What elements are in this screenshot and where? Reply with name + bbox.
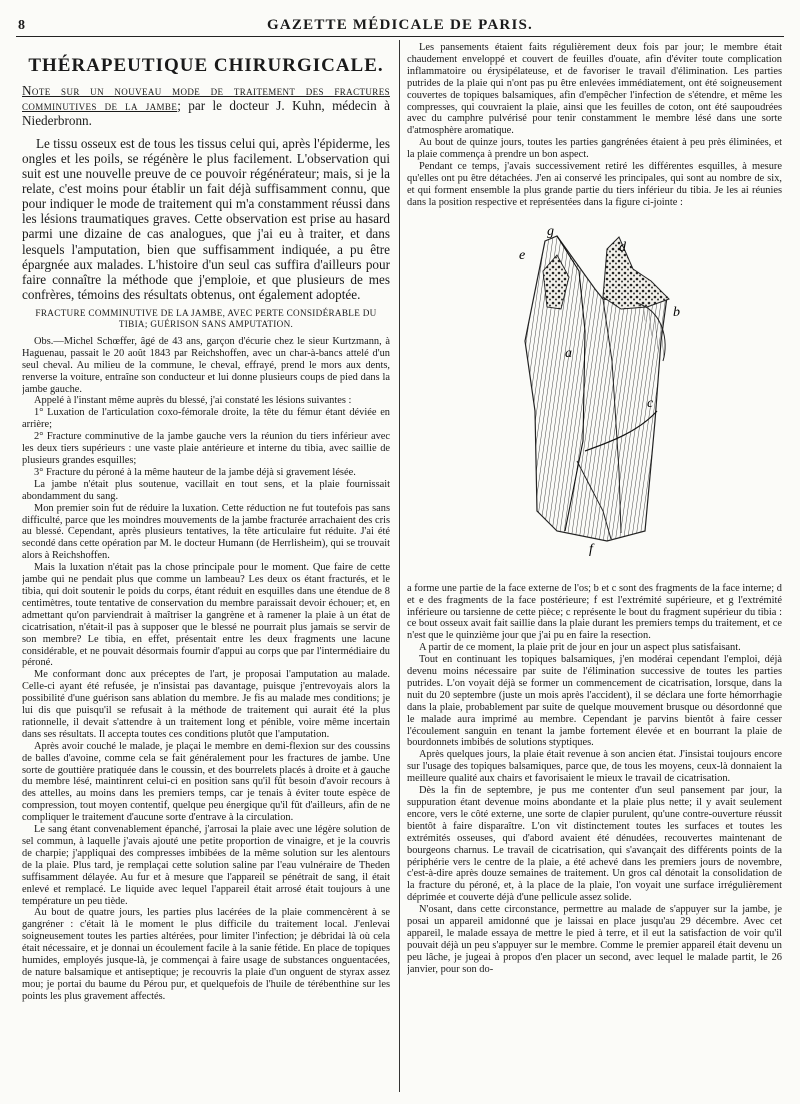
paragraph: Tout en continuant les topiques balsamiques, j'en modérai cependant l'emploi, déjà devenu moins nécessaire par suite de l'élimination successive de toutes les parties putrides. L'on voyait déjà se former un commencement de cicatrisation, lorsque, dans la nuit du 20 septembre (juste un mois après l'accident), il se déclara une forte hémorrhagie dans la plaie, probablement par suite de quelque mouvement brusque ou désordonné que le malade aura imprimé au membre. Cependant je parvins bientôt à faire cesser l'écoulement sanguin en tenant la jambe fortement élevée et en bourrant la plaie de bourdonnets imbibés de solutions styptiques. <box>407 654 782 749</box>
note-title-author: ; par le docteur J. Kuhn, médecin à Niederbronn. <box>22 97 390 128</box>
left-column <box>22 42 390 1092</box>
spongy-bone <box>603 237 669 309</box>
paragraph: A partir de ce moment, la plaie prit de jour en jour un aspect plus satisfaisant. <box>419 642 741 654</box>
bone-fragments-figure <box>407 211 782 579</box>
right-body-top <box>407 42 782 209</box>
paragraph: Mais la luxation n'était pas la chose principale pour le moment. Que faire de cette jambe qui ne pendait plus que comme un lambeau? Les deux os étant fracturés, et le tibia, qui doit soutenir le poids du corps, étant réduit en esquilles dans une étendue de 8 centimètres, toute tentative de conservation du membre paraissait devoir échouer; et, en admettant qu'on parviendrait à maîtriser la gangrène et à ramener la plaie à un état de cicatrisation, n'était-il pas à supposer que le blessé ne pourrait plus jamais se servir de son membre? Le tibia, en effet, présentait entre les deux fragments une lacune considérable, et ne pouvait désormais fournir d'appui au corps que par l'intermédiaire du péroné. <box>22 562 390 669</box>
paragraph: Après avoir couché le malade, je plaçai le membre en demi-flexion sur des coussins de balles d'avoine, comme cela se fait généralement pour les fractures de jambe. Une sorte de gouttière pratiquée dans le coussin, et des bourrelets placés à droite et à gauche du membre lésé, maintinrent celui-ci en position sans qu'il fût besoin d'avoir recours à des attelles, au moins dans les premiers temps, car je tenais à éviter toute espèce de compression, tout moyen contentif, quelque peu énergique qu'il fût d'ailleurs, afin de ne compliquer le traitement d'aucune sorte d'entrave à la circulation. <box>22 740 390 824</box>
figure-label-d: d <box>619 239 626 255</box>
paragraph: Dès la fin de septembre, je pus me contenter d'un seul pansement par jour, la suppuration étant devenue moins abondante et la plaie plus nette; il y avait seulement encore, vers le côté externe, une sorte de clapier purulent, qu'une contre-ouverture réussit bientôt à faire disparaître. L'on vit distinctement toutes les surfaces et toutes les extrémités osseuses, qui d'abord avaient été dénudées, recouvertes maintenant de bourgeons charnus. Le travail de cicatrisation, qui s'avançait des différents points de la périphérie vers le centre de la plaie, a été achevé dans les premiers jours de novembre, c'est-à-dire après douze semaines de traitement. Un gros cal dénotait la consolidation de la fracture du péroné, et, à la place de la plaie, l'on voyait une surface irrégulièrement déprimée et couverte déjà d'une pellicule assez solide. <box>407 785 782 904</box>
paragraph: 1° Luxation de l'articulation coxo-fémorale droite, la tête du fémur étant déviée en arrière; <box>22 407 390 431</box>
paragraph: Au bout de quatre jours, les parties plus lacérées de la plaie commencèrent à se gangréner : c'était là le moment le plus difficile du traitement local. J'enlevai soigneusement toutes les parties altérées, pour limiter l'infection; je débridai là où cela était nécessaire, et je donnai un écoulement facile à la sanie fétide. En place de topiques humides, employés jusque-là, je commençai à faire usage de substances onguentacées, de nature balsamique et antiseptique; je recouvris la plaie d'un onguent de styrax assez mou; je portai du baume du Pérou pur, et quelquefois de l'huile de térébenthine sur les points les plus gravement affectés. <box>22 907 390 1002</box>
tibia-fragments-illustration <box>407 211 782 579</box>
paragraph: 2° Fracture comminutive de la jambe gauche vers la réunion du tiers inférieur avec les deux tiers supérieurs : une vaste plaie antérieure et interne du tibia, avec saillie de plusieurs grandes esquilles; <box>22 431 390 466</box>
journal-title: GAZETTE MÉDICALE DE PARIS. <box>267 17 533 33</box>
lead-section <box>22 136 390 302</box>
figure-label-g: g <box>547 223 554 239</box>
figure-label-b: b <box>673 304 680 320</box>
paragraph: Le sang étant convenablement épanché, j'arrosai la plaie avec une légère solution de sel commun, à laquelle j'avais ajouté une petite proportion de vinaigre, et je la couvris de charpie; j'appliquai des compresses imbibées de la même solution sur les alentours de la plaie. Plus tard, je remplaçai cette solution saline par l'eau vulnéraire de Theden suffisamment délayée. Au fur et à mesure que l'appareil se pénétrait de sang, il était enlevé et remplacé. Le liquide avec lequel l'appareil était arrosé était toujours à une température un peu tiède. <box>22 824 390 907</box>
column-divider <box>399 40 400 1092</box>
figure-label-c: c <box>647 395 654 411</box>
note-title <box>22 83 390 128</box>
paragraph: Au bout de quinze jours, toutes les parties gangrénées étaient à peu près éliminées, et la plaie commença à prendre un bon aspect. <box>407 137 782 161</box>
paragraph: N'osant, dans cette circonstance, permettre au malade de s'appuyer sur la jambe, je posai un appareil amidonné que je laissai en place jusqu'au 29 décembre. Avec cet appareil, le malade essaya de mettre le pied à terre, et il eut la satisfaction de voir qu'il pouvait déjà un peu s'appuyer sur le membre. Comme le premier appareil était devenu un peu lâche, je jugeai à propos d'en placer un second, avec lequel le malade partit, le 26 janvier, pour son do- <box>407 904 782 975</box>
paragraph: Les pansements étaient faits régulièrement deux fois par jour; le membre était chaudement enveloppé et couvert de feuilles d'ouate, afin d'éviter toute complication inflammatoire ou érysipélateuse, et de favoriser le travail d'élimination. Les parties putrides de la plaie qui n'ont pas pu être enlevées immédiatement, ont été soigneusement couvertes de topiques balsamiques, afin d'empêcher l'infection de s'étendre, et même les compresses, qui couvraient la plaie, ainsi que les feuilles de coton, ont été saupoudrées avec du camphre pulvérisé pour tenir constamment le membre lésé dans une sorte d'atmosphère aromatique. <box>407 42 782 137</box>
right-column <box>407 42 782 1092</box>
paragraph: Mon premier soin fut de réduire la luxation. Cette réduction ne fut toutefois pas sans difficulté, parce que les moindres mouvements de la jambe fracturée arrachaient des cris au blessé. Cependant, après plusieurs tentatives, la tête articulaire fut réduite. J'ai été secondé dans cette opération par M. le docteur Humann (de Herrlisheim), qui se trouvait alors à Reichshoffen. <box>22 502 390 562</box>
section-title: THÉRAPEUTIQUE CHIRURGICALE. <box>28 55 384 76</box>
paragraph: Obs.—Michel Schœffer, âgé de 43 ans, garçon d'écurie chez le sieur Kurtzmann, à Haguenau, passait le 20 août 1843 par Reichshoffen, avec un char-à-bancs attelé d'un seul cheval. Au milieu de la commune, le cheval, effrayé, prend le mors aux dents, renverse la voiture, entraîne son conducteur et lui donne plusieurs coups de pied dans la jambe gauche. <box>22 335 390 395</box>
figure-label-f: f <box>589 541 593 557</box>
note-title-main: Note sur un nouveau mode de traitement des fractures comminutives de la jambe <box>22 82 390 113</box>
page-header <box>16 14 784 37</box>
figure-caption: a forme une partie de la face externe de l'os; b et c sont des fragments de la face interne; d et e des fragments de la face postérieure; f est l'extrémité supérieure, et g l'extrémité inférieure ou tarsienne de cette pièce; c représente le bout du fragment supérieur du tibia : ce bout osseux avait fait saillie dans la plaie durant les premiers temps du traitement, et ce n'est que le quinzième jour que j'ai pu en faire la resection. <box>407 582 782 642</box>
paragraph: Me conformant donc aux préceptes de l'art, je proposai l'amputation au malade. Celle-ci ayant été refusée, je n'insistai pas davantage, puisque j'entrevoyais alors la possibilité d'une guérison sans ablation du membre. Je fis au malade mes conditions; je lui dis que puisqu'il se refusait à la méthode de traitement qui aurait été la plus rationnelle, il devait s'attendre à un traitement long et pénible, voire même incertain dans ses résultats. Il accepta toutes ces conditions plutôt que l'amputation. <box>22 669 390 740</box>
paragraph: Appelé à l'instant même auprès du blessé, j'ai constaté les lésions suivantes : <box>34 395 352 407</box>
page-number: 8 <box>18 18 25 33</box>
lead-paragraph: Le tissu osseux est de tous les tissus celui qui, après l'épiderme, les ongles et les poils, se régénère le plus facilement. L'observation qui suit est une nouvelle preuve de ce pouvoir régénérateur; mais, si je la relate, c'est moins pour établir un fait déjà suffisamment connu, que pour indiquer le mode de traitement qui m'a constamment réussi dans les lésions traumatiques graves. Cette observation est prise au hasard parmi une dizaine de cas analogues, que j'ai eu à traiter, et dans lesquels l'amputation, bien que suffisamment indiquée, a pu être épargnée aux malades. L'histoire d'un seul cas suffira d'ailleurs pour faire connaître la méthode que j'emploie, et que plusieurs de mes confrères, témoins des résultats obtenus, ont également adoptée. <box>22 135 390 302</box>
paragraph: Après quelques jours, la plaie était revenue à son ancien état. J'insistai toujours encore sur l'usage des topiques balsamiques, parce que, de tous les moyens, ceux-là donnaient la meilleure qualité aux chairs et favorisaient le mieux le travail de cicatrisation. <box>407 749 782 785</box>
paragraph: 3° Fracture du péroné à la même hauteur de la jambe déjà si gravement lésée. <box>34 466 356 478</box>
paragraph: La jambe n'était plus soutenue, vacillait en tout sens, et la plaie fournissait abondamment du sang. <box>22 478 390 502</box>
case-heading: FRACTURE COMMINUTIVE DE LA JAMBE, AVEC PERTE CONSIDÉRABLE DU TIBIA; GUÉRISON SANS AMPUTATION. <box>35 307 377 329</box>
figure-label-a: a <box>565 345 572 361</box>
figure-label-e: e <box>519 247 526 263</box>
paragraph: Pendant ce temps, j'avais successivement retiré les différentes esquilles, à mesure qu'elles ont pu être détachées. J'en ai conservé les principales, qui sont au nombre de six, et qui forment ensemble la plus grande partie du tiers inférieur du tibia. Je les ai réunies dans la position respective et représentées dans la figure ci-jointe : <box>407 161 782 208</box>
left-body <box>22 336 390 1003</box>
right-body-bottom <box>407 642 782 975</box>
